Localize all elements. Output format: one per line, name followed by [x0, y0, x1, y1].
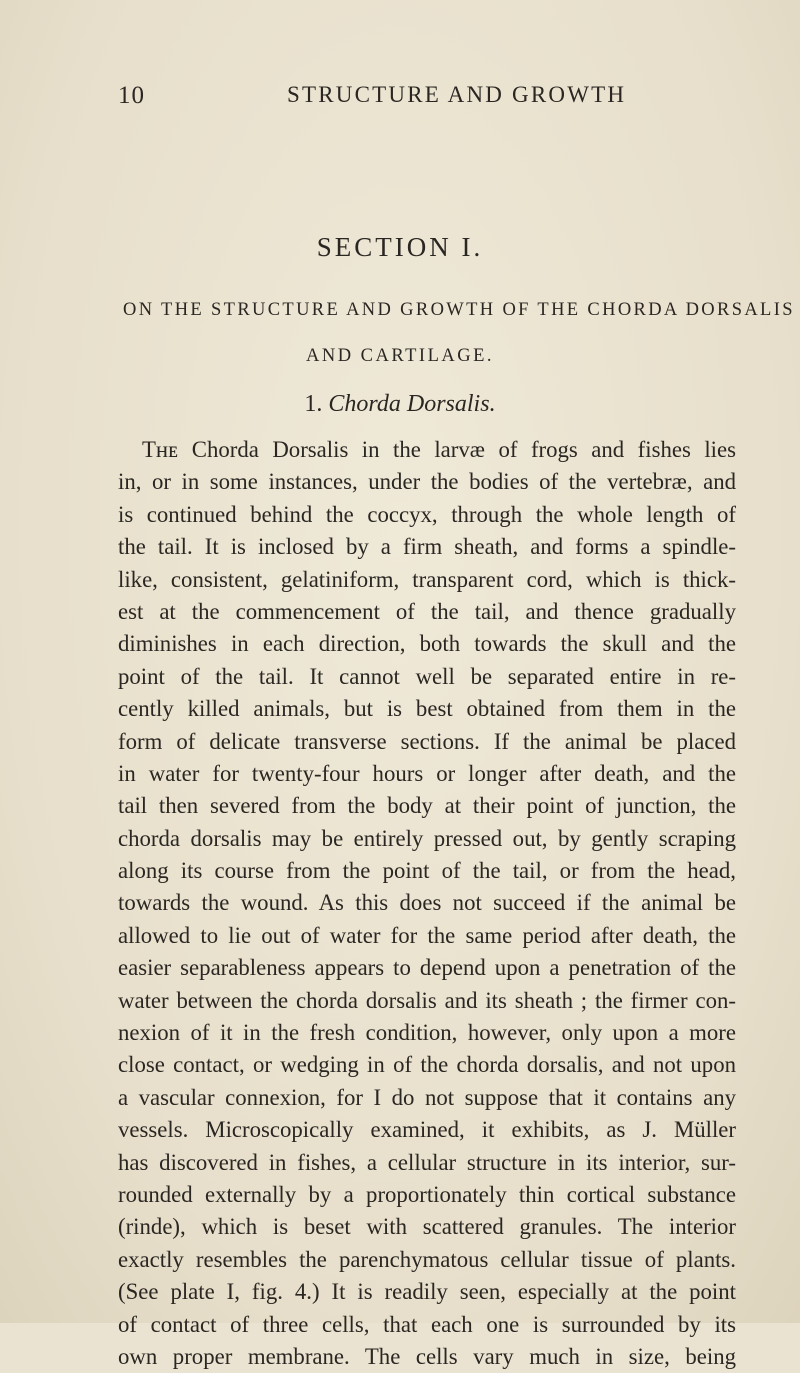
- body-line: cently killed animals, but is best obtained from them in the: [118, 696, 736, 722]
- body-line: tail then severed from the body at their point of junction, the: [118, 793, 736, 819]
- body-line: of contact of three cells, that each one is surrounded by its: [118, 1311, 736, 1337]
- body-line: allowed to lie out of water for the same period after death, the: [118, 922, 736, 948]
- body-line: nexion of it in the fresh condition, however, only upon a more: [118, 1020, 736, 1046]
- page-number: 10: [118, 82, 145, 109]
- running-head: [0, 82, 800, 112]
- body-line: (rinde), which is beset with scattered granules. The interior: [118, 1214, 736, 1240]
- section-title: SECTION I.: [316, 232, 484, 262]
- body-line: water between the chorda dorsalis and its sheath ; the firmer con-: [118, 987, 736, 1013]
- body-line: form of delicate transverse sections. If the animal be placed: [118, 728, 736, 754]
- body-line: est at the commencement of the tail, and thence gradually: [118, 598, 736, 624]
- body-line: point of the tail. It cannot well be separated entire in re-: [118, 663, 736, 689]
- body-line: along its course from the point of the tail, or from the head,: [118, 858, 736, 884]
- body-line: is continued behind the coccyx, through the whole length of: [118, 501, 736, 527]
- body-line: the tail. It is inclosed by a firm sheath, and forms a spindle-: [118, 534, 736, 560]
- body-line: rounded externally by a proportionately thin cortical substance: [118, 1181, 736, 1207]
- body-line: own proper membrane. The cells vary much in size, being: [118, 1343, 736, 1369]
- body-line: close contact, or wedging in of the chorda dorsalis, and not upon: [118, 1052, 736, 1078]
- body-line: has discovered in fishes, a cellular structure in its interior, sur-: [118, 1149, 736, 1175]
- body-line: diminishes in each direction, both towards the skull and the: [118, 631, 736, 657]
- body-line: vessels. Microscopically examined, it exhibits, as J. Müller: [118, 1117, 736, 1143]
- section-subtitle-line-2: AND CARTILAGE.: [305, 346, 495, 366]
- body-text: [118, 434, 736, 1373]
- body-line: exactly resembles the parenchymatous cellular tissue of plants.: [118, 1246, 736, 1272]
- running-title: STRUCTURE AND GROWTH: [287, 82, 627, 107]
- body-line: (See plate I, fig. 4.) It is readily seen, especially at the point: [118, 1279, 736, 1305]
- body-line: like, consistent, gelatiniform, transparent cord, which is thick-: [118, 566, 736, 592]
- body-line: towards the wound. As this does not succeed if the animal be: [118, 890, 736, 916]
- body-line: a vascular connexion, for I do not suppose that it contains any: [118, 1084, 736, 1110]
- subsection-heading: [0, 391, 800, 418]
- body-line: easier separableness appears to depend upon a penetration of the: [118, 955, 736, 981]
- section-subtitle-line-1: ON THE STRUCTURE AND GROWTH OF THE CHORDA DORSALIS: [123, 300, 795, 320]
- body-line: chorda dorsalis may be entirely pressed out, by gently scraping: [118, 825, 736, 851]
- body-line: in, or in some instances, under the bodies of the vertebræ, and: [118, 469, 736, 495]
- subsection-title: Chorda Dorsalis.: [328, 391, 496, 417]
- subsection-number: 1.: [304, 391, 323, 417]
- body-line: Tʜᴇ Chorda Dorsalis in the larvæ of frogs and fishes lies: [142, 437, 736, 462]
- body-line: in water for twenty-four hours or longer after death, and the: [118, 760, 736, 786]
